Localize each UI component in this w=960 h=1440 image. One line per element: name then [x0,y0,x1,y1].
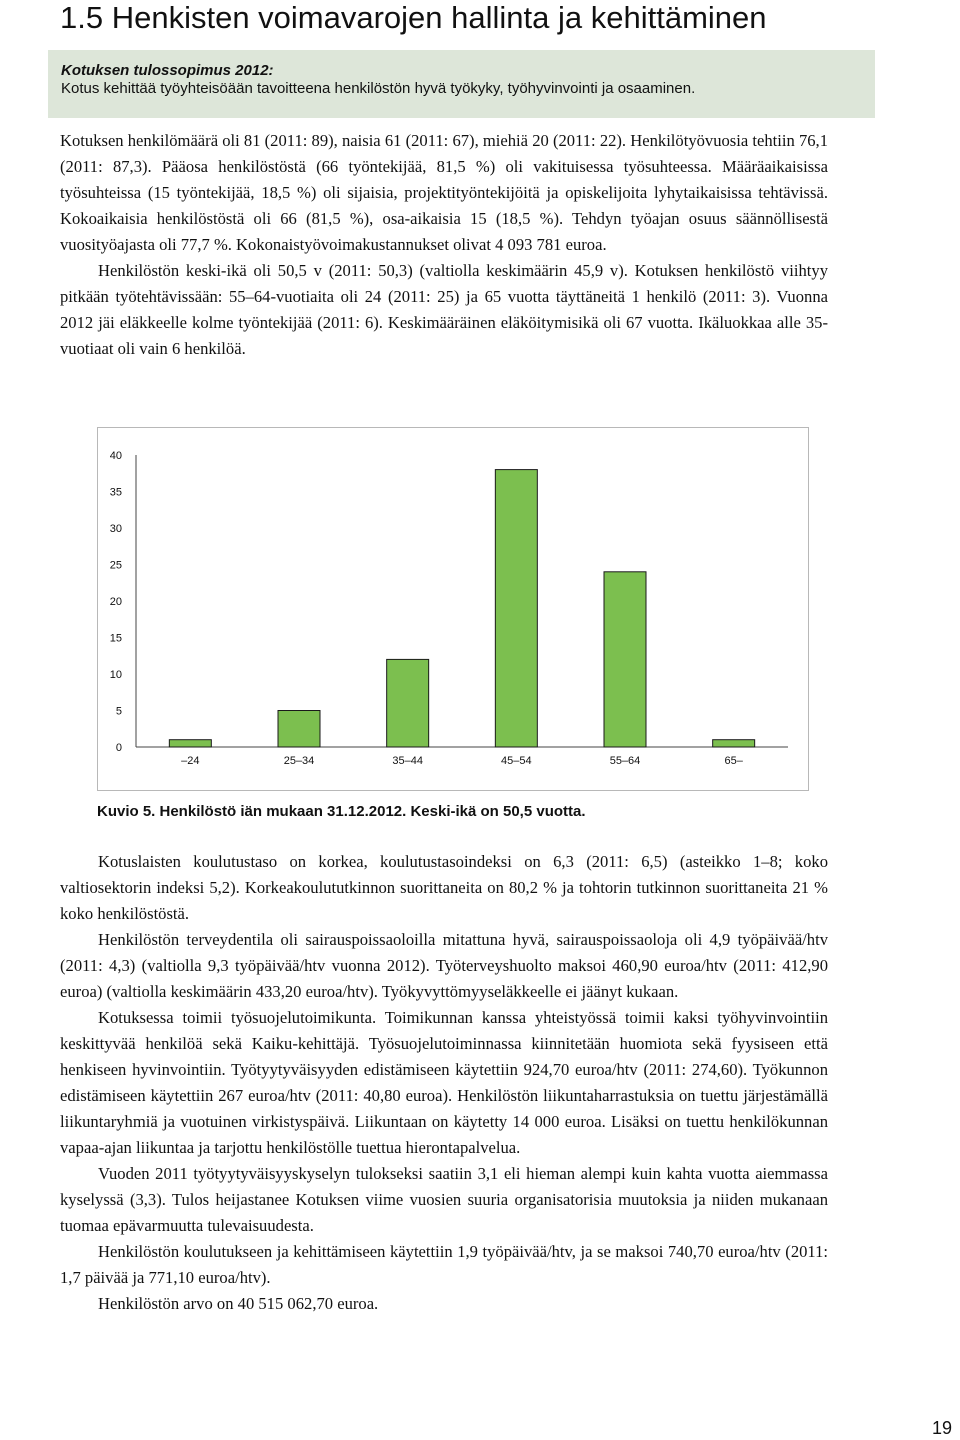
y-tick-label: 15 [109,632,122,645]
bar [495,470,537,747]
intro-text [60,128,828,362]
paragraph-health: Henkilöstön terveydentila oli sairauspoissaoloilla mitattuna hyvä, sairauspoissaoloja oli 4,9 työpäivää/htv (2011: 4,3) (valtiolla 9,3 työpäivää/htv vuonna 2012). Työterveyshuolto maksoi 460,90 euroa/htv (2011: 412,90 euroa) (valtiolla keskimäärin 433,20 euroa/htv). Työkyvyttömyyseläkkeelle ei jäänyt kukaan. [60,930,828,1001]
paragraph-education: Kotuslaisten koulutustaso on korkea, koulutustasoindeksi on 6,3 (2011: 6,5) (asteikko 1–8; koko valtiosektorin indeksi 5,2). Korkeakoulututkinnon suorittaneita on 80,2 % ja tohtorin tutkinnon suorittaneita 21 % koko henkilöstöstä. [60,852,828,923]
y-tick-label: 30 [109,523,122,535]
paragraph-staff-age: Henkilöstön keski-ikä oli 50,5 v (2011: 50,3) (valtiolla keskimäärin 45,9 v). Kotuksen henkilöstö viihtyy pitkään työtehtävissään: 55–64-vuotiaita oli 24 (2011: 25) ja 65 vuotta täyttäneitä 1 henkilö (2011: 3). Vuonna 2012 jäi eläkkeelle kolme työntekijää (2011: 6). Keskimääräinen eläköitymisikä oli 67 vuotta. Ikäluokkaa alle 35-vuotiaat oli vain 6 henkilöä. [60,261,828,358]
bar [278,711,320,748]
y-tick-label: 5 [115,705,122,718]
x-tick-label: 65– [724,755,743,767]
y-tick-label: 10 [109,669,122,681]
bar [604,572,646,747]
bar [713,740,755,747]
x-tick-label: 55–64 [609,755,641,767]
figure-caption: Kuvio 5. Henkilöstö iän mukaan 31.12.2012. Keski-ikä on 50,5 vuotta. [97,803,586,820]
y-tick-label: 0 [115,742,122,754]
y-tick-label: 25 [109,559,122,572]
chart-canvas [98,428,810,792]
x-tick-label: 25–34 [283,755,315,767]
callout-title: Kotuksen tulossopimus 2012: [61,62,274,79]
callout-text: Kotus kehittää työyhteisöään tavoitteena henkilöstön hyvä työkyky, työhyvinvointi ja osaaminen. [61,80,696,97]
paragraph-occupational-safety: Kotuksessa toimii työsuojelutoimikunta. Toimikunnan kanssa yhteistyössä toimii kaksi työhyvinvointiin keskittyvää henkilöä sekä Kaiku-kehittäjä. Työsuojelutoiminnassa kiinnitetään huomiota sekä fyysiseen että henkiseen hyvinvointiin. Työtyytyväisyyden edistämiseen käytettiin 924,70 euroa/htv (2011: 274,60). Työkunnon edistämiseen käytettiin 267 euroa/htv (2011: 40,80 euroa). Henkilöstön liikuntaharrastuksia on tuettu järjestämällä liikuntaryhmiä ja vuotuinen virkistyspäivä. Liikuntaan on käytetty 14 000 euroa. Lisäksi on tuettu henkilökunnan vapaa-ajan liikuntaa ja tarjottu henkilöstölle tuettua hierontapalvelua. [60,1008,828,1157]
paragraph-staff-value: Henkilöstön arvo on 40 515 062,70 euroa. [98,1294,379,1313]
paragraph-staff-numbers: Kotuksen henkilömäärä oli 81 (2011: 89), naisia 61 (2011: 67), miehiä 20 (2011: 22). Henkilötyövuosia tehtiin 76,1 (2011: 87,3). Pääosa henkilöstöstä (66 työntekijää, 81,5 %) oli vakituisessa työsuhteessa. Määräaikaisissa työsuhteissa (15 työntekijää, 18,5 %) oli sijaisia, projektityöntekijöitä ja opiskelijoita lyhytaikaisissa tehtävissä. Kokoaikaisia henkilöstöstä oli 66 (81,5 %), osa-aikaisia 15 (18,5 %). Tehdyn työajan osuus säännöllisestä vuosityöajasta oli 77,7 %. Kokonaistyövoimakustannukset olivat 4 093 781 euroa. [60,131,828,254]
section-heading: 1.5 Henkisten voimavarojen hallinta ja kehittäminen [60,0,767,35]
y-tick-label: 40 [109,450,122,462]
main-text [60,849,828,1317]
bar [169,740,211,747]
page-number: 19 [932,1418,953,1438]
x-tick-label: 45–54 [501,755,532,767]
performance-agreement-box [48,50,875,118]
y-tick-label: 35 [109,486,122,499]
x-tick-label: –24 [181,755,200,767]
paragraph-training: Henkilöstön koulutukseen ja kehittämiseen käytettiin 1,9 työpäivää/htv, ja se maksoi 740,70 euroa/htv (2011: 1,7 päivää ja 771,10 euroa/htv). [60,1242,828,1287]
y-tick-label: 20 [109,596,122,608]
paragraph-satisfaction-survey: Vuoden 2011 työtyytyväisyyskyselyn tulokseksi saatiin 3,1 eli hieman alempi kuin kahta vuotta aiemmassa kyselyssä (3,3). Tulos heijastanee Kotuksen viime vuosien suuria organisatorisia muutoksia ja niiden mukanaan tuomaa epävarmuutta tulevaisuudesta. [60,1164,828,1235]
bar [387,659,429,747]
x-tick-label: 35–44 [392,755,423,767]
age-distribution-chart [97,427,809,791]
